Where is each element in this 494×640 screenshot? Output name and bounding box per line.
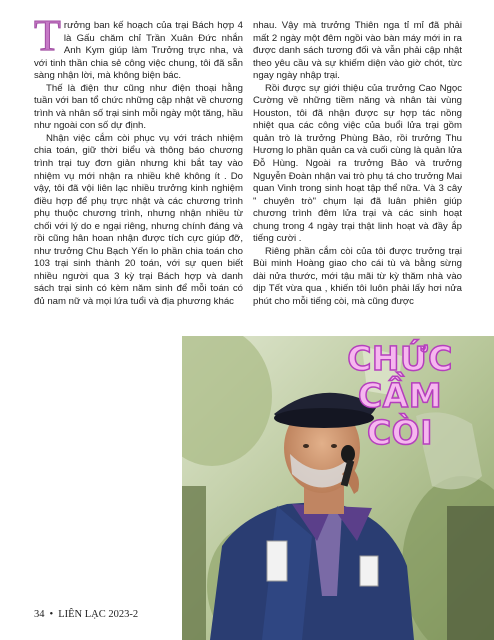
headline-line: CẦM bbox=[357, 376, 443, 415]
paragraph: Nhận việc cắm còi phục vụ với trách nhiệm chia toán, giữ thời biểu và thông báo chương trình trại tuy đơn giản nhưng khi bắt tay vào nhiệm vụ mới nhận ra nhiều khê không ít . Do vậy, tôi đã vội liên lạc nhiều trưởng kinh nghiệm điều hợp để phụ trực nhật và các chương trình phụ thuộc chương trình, nhưng nhận nhiều từ chối với lý do e ngại riêng, nhưng chính đáng và rồi cũng hân hoan nhận được tích cực giúp đỡ, như trưởng Chu Bạch Yến lo phần chia toán cho 103 trại sinh thành 20 toán, với sự quen biết nhiều người qua 3 kỳ trại Bách hợp và danh sách trại sinh có kèm năm sinh để mỗi toán có đủ nam nữ và mọi lứa tuổi và địa phương khác bbox=[34, 132, 243, 308]
dropcap: T bbox=[34, 11, 61, 60]
paragraph: Riêng phần cắm còi của tôi được trưởng trại Bùi minh Hoàng giao cho cái tù và bằng sừng dài nửa thước, mới tậu mãi từ kỳ thăm nhà vào dịp Tết vừa qua , khiến tôi luôn phải lấy hơi nửa phút cho mỗi tiếng còi, mà cũng được bbox=[253, 245, 462, 308]
paragraph: nhau. Vậy mà trưởng Thiên nga tỉ mỉ đã phải mất 2 ngày một đêm ngồi vào bàn máy mới in ra được danh sách tương đối và vẫn phải cập nhật theo yêu cầu và sự khiếm diện vào giờ chót, từc ngay ngày nhập trại. bbox=[253, 20, 462, 82]
article-left-column bbox=[34, 11, 243, 309]
publication-name: LIÊN LẠC 2023-2 bbox=[58, 609, 139, 620]
page-footer bbox=[34, 609, 138, 620]
headline-line: CÒI bbox=[366, 413, 434, 452]
article-right-column bbox=[253, 20, 462, 309]
headline-line: CHỨC bbox=[347, 339, 453, 378]
headline bbox=[330, 340, 470, 451]
page-number: 34 bbox=[34, 609, 45, 620]
paragraph: Thế là điện thư cũng như điện thoại hằng tuần với ban tổ chức những cập nhật về chương trình và nhân số trại sinh mỗi ngày một tăng, hầu như ngoài con số dự định. bbox=[34, 82, 243, 132]
paragraph bbox=[34, 11, 243, 83]
footer-separator: • bbox=[49, 609, 54, 620]
paragraph: Rồi được sự giới thiệu của trưởng Cao Ngọc Cường về những tiềm năng và nhân tài vùng Houston, tôi đã nhận được sự hợp tác nồng nhiệt qua các công việc của buổi lửa trại gồm quản trò là trưởng Phùng Bảo, rồi trưởng Thu Hương lo phần quản ca và cuối cùng là quản lửa Đỗ Hùng. Ngoài ra trưởng Bảo và trưởng Nguyễn Đoàn nhận vai trò phụ tá cho trưởng Mai quan Vinh trong sinh hoạt tập thể nữa. Và 3 cây " chuyên trò" chụm lại đã luân phiên giúp chương trình đêm lửa trại và các sinh hoạt chung trong 4 ngày trại thật linh hoạt và đầy ắp tiếng cười . bbox=[253, 82, 462, 245]
paragraph-text: rưởng ban kế hoạch của trại Bách hợp 4 là Gấu chăm chỉ Trần Xuân Đức nhắn Anh Kym giúp làm Trưởng trực nha, và với tinh thần chia sẻ công việc chung, tôi đã sẵn sàng nhận lời, mà không biện bác. bbox=[34, 20, 243, 82]
